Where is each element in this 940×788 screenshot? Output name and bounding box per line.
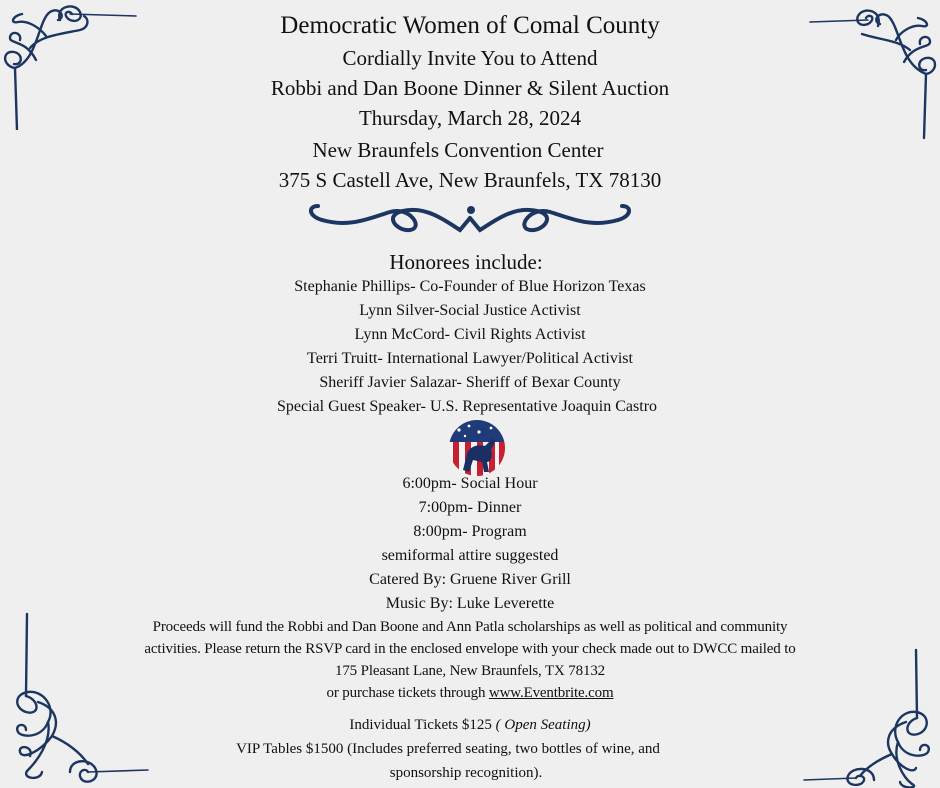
scroll-divider-icon [300,198,640,240]
vip-tables-line-2: sponsorship recognition). [389,765,543,781]
mailing-address: 175 Pleasant Lane, New Braunfels, TX 78132 [334,663,606,679]
organization-title: Democratic Women of Comal County [280,12,660,39]
honoree-item: Special Guest Speaker- U.S. Representative Joaquin Castro [276,398,658,415]
honoree-item: Lynn McCord- Civil Rights Activist [354,326,586,343]
proceeds-line-2: activities. Please return the RSVP card in the enclosed envelope with your check made out to DWCC mailed to [144,641,796,657]
honorees-heading: Honorees include: [389,250,543,274]
schedule-program: 8:00pm- Program [413,523,527,540]
open-seating-note: ( Open Seating) [495,717,591,733]
honoree-item: Lynn Silver-Social Justice Activist [359,302,581,319]
individual-price: Individual Tickets $125 [349,717,496,733]
purchase-line [0,685,940,702]
proceeds-line-1: Proceeds will fund the Robbi and Dan Boone and Ann Patla scholarships as well as political and community [152,619,788,635]
honoree-item: Stephanie Phillips- Co-Founder of Blue Horizon Texas [294,278,646,295]
vip-tables-line-1: VIP Tables $1500 (Includes preferred seating, two bottles of wine, and [236,741,660,757]
invitation-line: Cordially Invite You to Attend [342,46,598,70]
schedule-social-hour: 6:00pm- Social Hour [402,475,538,492]
honoree-item: Terri Truitt- International Lawyer/Political Activist [307,350,633,367]
eventbrite-link[interactable]: www.Eventbrite.com [488,685,614,701]
event-venue: New Braunfels Convention Center [312,138,604,162]
music-note: Music By: Luke Leverette [385,595,555,612]
purchase-prefix: or purchase tickets through [326,685,489,701]
honoree-item: Sheriff Javier Salazar- Sheriff of Bexar County [319,374,621,391]
democratic-donkey-flag-icon [449,420,505,476]
individual-tickets [0,717,940,734]
catering-note: Catered By: Gruene River Grill [369,571,571,588]
event-date: Thursday, March 28, 2024 [358,106,581,130]
event-name: Robbi and Dan Boone Dinner & Silent Auction [270,76,670,100]
attire-note: semiformal attire suggested [381,547,559,564]
schedule-dinner: 7:00pm- Dinner [418,499,522,516]
event-address: 375 S Castell Ave, New Braunfels, TX 78130 [278,168,662,192]
